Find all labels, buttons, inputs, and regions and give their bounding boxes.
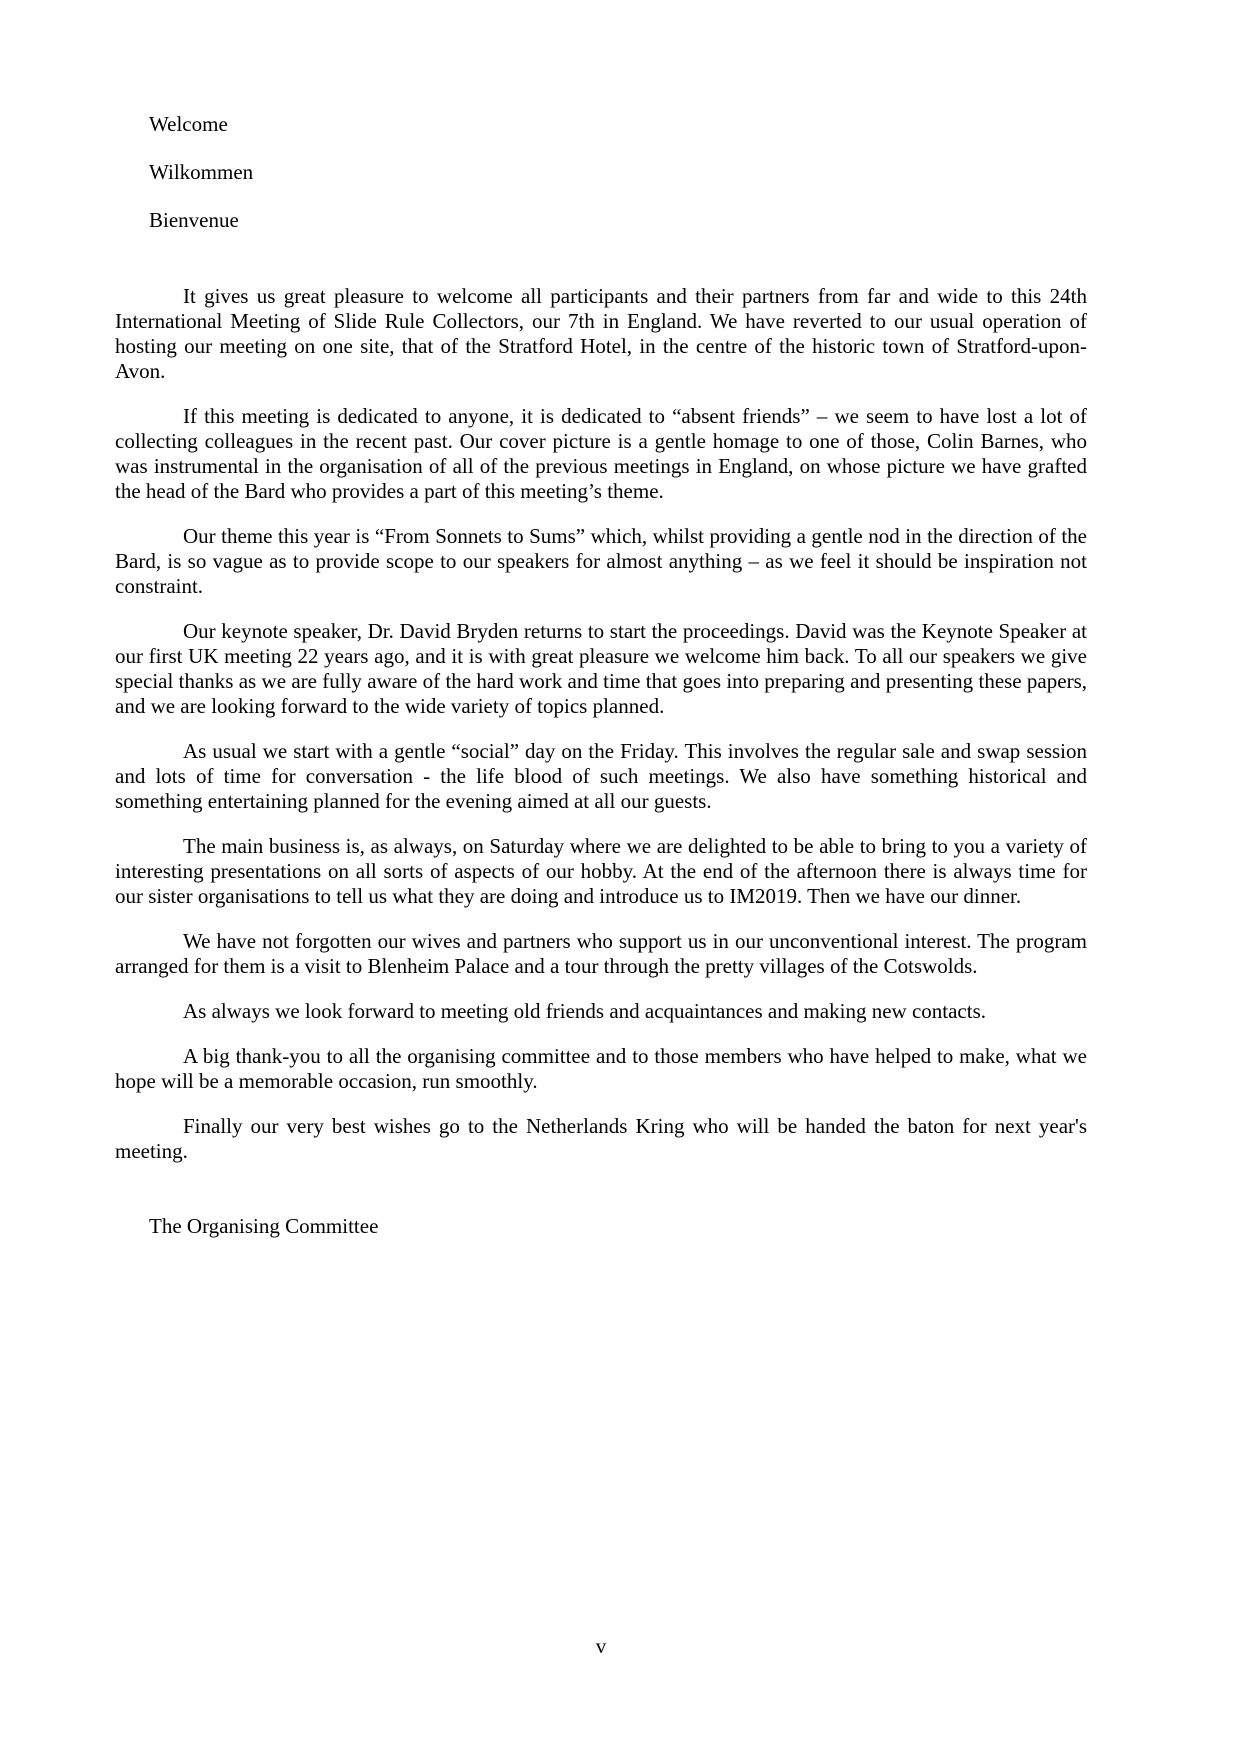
paragraph-best-wishes: Finally our very best wishes go to the Netherlands Kring who will be handed the baton for next year's meeting. [115, 1114, 1087, 1163]
paragraph-thank-you: A big thank-you to all the organising committee and to those members who have helped to make, what we hope will be a memorable occasion, run smoothly. [115, 1044, 1087, 1093]
page-number: v [595, 1634, 607, 1658]
paragraph-dedication: If this meeting is dedicated to anyone, it is dedicated to “absent friends” – we seem to have lost a lot of collecting colleagues in the recent past. Our cover picture is a gentle homage to one of those, Colin Barnes, who was instrumental in the organisation of all of the previous meetings in England, on whose picture we have grafted the head of the Bard who provides a part of this meeting’s theme. [115, 404, 1087, 503]
closing-signature: The Organising Committee [149, 1214, 379, 1238]
greetings-block [115, 112, 1087, 233]
greeting-bienvenue: Bienvenue [149, 208, 239, 232]
paragraph-saturday-business: The main business is, as always, on Saturday where we are delighted to be able to bring to you a variety of interesting presentations on all sorts of aspects of our hobby. At the end of the afternoon there is always time for our sister organisations to tell us what they are doing and introduce us to IM2019. Then we have our dinner. [115, 834, 1087, 908]
paragraph-old-friends: As always we look forward to meeting old friends and acquaintances and making new contacts. [183, 999, 987, 1023]
page-content [115, 112, 1087, 1239]
paragraph-introduction: It gives us great pleasure to welcome all participants and their partners from far and wide to this 24th International Meeting of Slide Rule Collectors, our 7th in England. We have reverted to our usual operation of hosting our meeting on one site, that of the Stratford Hotel, in the centre of the historic town of Stratford-upon-Avon. [115, 284, 1087, 383]
paragraph-theme: Our theme this year is “From Sonnets to Sums” which, whilst providing a gentle nod in the direction of the Bard, is so vague as to provide scope to our speakers for almost anything – as we feel it should be inspiration not constraint. [115, 524, 1087, 598]
paragraph-keynote-speaker: Our keynote speaker, Dr. David Bryden returns to start the proceedings. David was the Keynote Speaker at our first UK meeting 22 years ago, and it is with great pleasure we welcome him back. To all our speakers we give special thanks as we are fully aware of the hard work and time that goes into preparing and presenting these papers, and we are looking forward to the wide variety of topics planned. [115, 619, 1087, 718]
paragraph-friday-social: As usual we start with a gentle “social” day on the Friday. This involves the regular sale and swap session and lots of time for conversation - the life blood of such meetings. We also have something historical and something entertaining planned for the evening aimed at all our guests. [115, 739, 1087, 813]
paragraph-partners-program: We have not forgotten our wives and partners who support us in our unconventional interest. The program arranged for them is a visit to Blenheim Palace and a tour through the pretty villages of the Cotswolds. [115, 929, 1087, 978]
greeting-wilkommen: Wilkommen [149, 160, 254, 184]
greeting-welcome: Welcome [149, 112, 228, 136]
